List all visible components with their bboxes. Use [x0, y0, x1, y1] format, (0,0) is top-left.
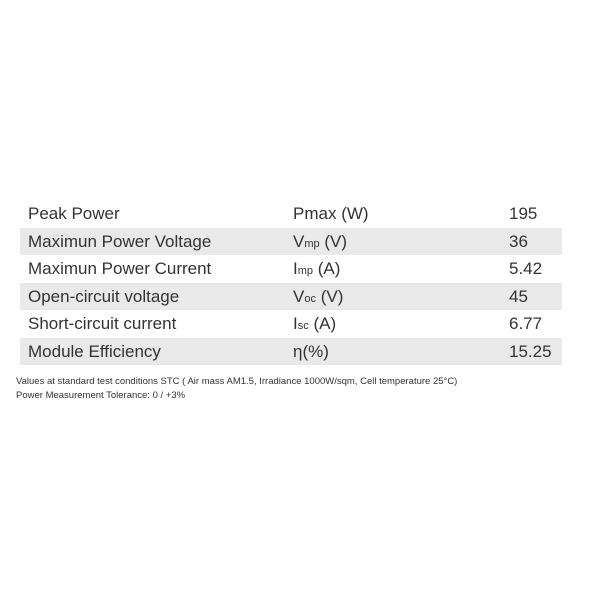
symbol-main: η(%) [293, 341, 329, 361]
table-row [20, 255, 562, 283]
table-row [20, 200, 562, 228]
symbol-unit: (A) [313, 259, 341, 279]
symbol-unit: (V) [315, 286, 344, 306]
value-cell: 15.25 [509, 341, 552, 361]
stc-note: Values at standard test conditions STC ( Air mass AM1.5, Irradiance 1000W/sqm, Cell temperature 25°C) [16, 376, 458, 387]
symbol-subscript: mp [304, 237, 320, 250]
symbol-subscript: oc [304, 292, 316, 305]
symbol-main: I [293, 259, 298, 279]
table-row [20, 283, 562, 311]
symbol-cell [293, 205, 509, 222]
symbol-main: V [293, 286, 305, 306]
symbol-main: V [293, 231, 305, 251]
value-cell: 36 [509, 231, 528, 251]
spec-table [20, 200, 562, 365]
symbol-unit: (A) [308, 314, 337, 334]
table-row [20, 338, 562, 366]
symbol-cell [293, 315, 509, 332]
symbol-unit: (W) [336, 204, 369, 224]
parameter-cell: Maximun Power Current [28, 259, 212, 279]
symbol-unit: (V) [319, 231, 348, 251]
parameter-cell: Open-circuit voltage [28, 286, 180, 306]
parameter-cell: Maximun Power Voltage [28, 231, 212, 251]
value-cell: 195 [509, 204, 538, 224]
tolerance-note: Power Measurement Tolerance: 0 / +3% [16, 390, 186, 401]
symbol-main: Pmax [293, 204, 337, 224]
symbol-cell [293, 260, 509, 277]
symbol-cell [293, 233, 509, 250]
footnotes [16, 375, 457, 403]
value-cell: 5.42 [509, 259, 543, 279]
parameter-cell: Module Efficiency [28, 341, 161, 361]
parameter-cell: Short-circuit current [28, 314, 177, 334]
parameter-cell: Peak Power [28, 204, 120, 224]
value-cell: 6.77 [509, 314, 543, 334]
symbol-cell [293, 288, 509, 305]
symbol-subscript: mp [297, 265, 314, 278]
symbol-cell [293, 343, 509, 360]
value-cell: 45 [509, 286, 528, 306]
symbol-main: I [293, 314, 298, 334]
symbol-subscript: sc [297, 320, 309, 333]
table-row [20, 228, 562, 256]
table-row [20, 310, 562, 338]
